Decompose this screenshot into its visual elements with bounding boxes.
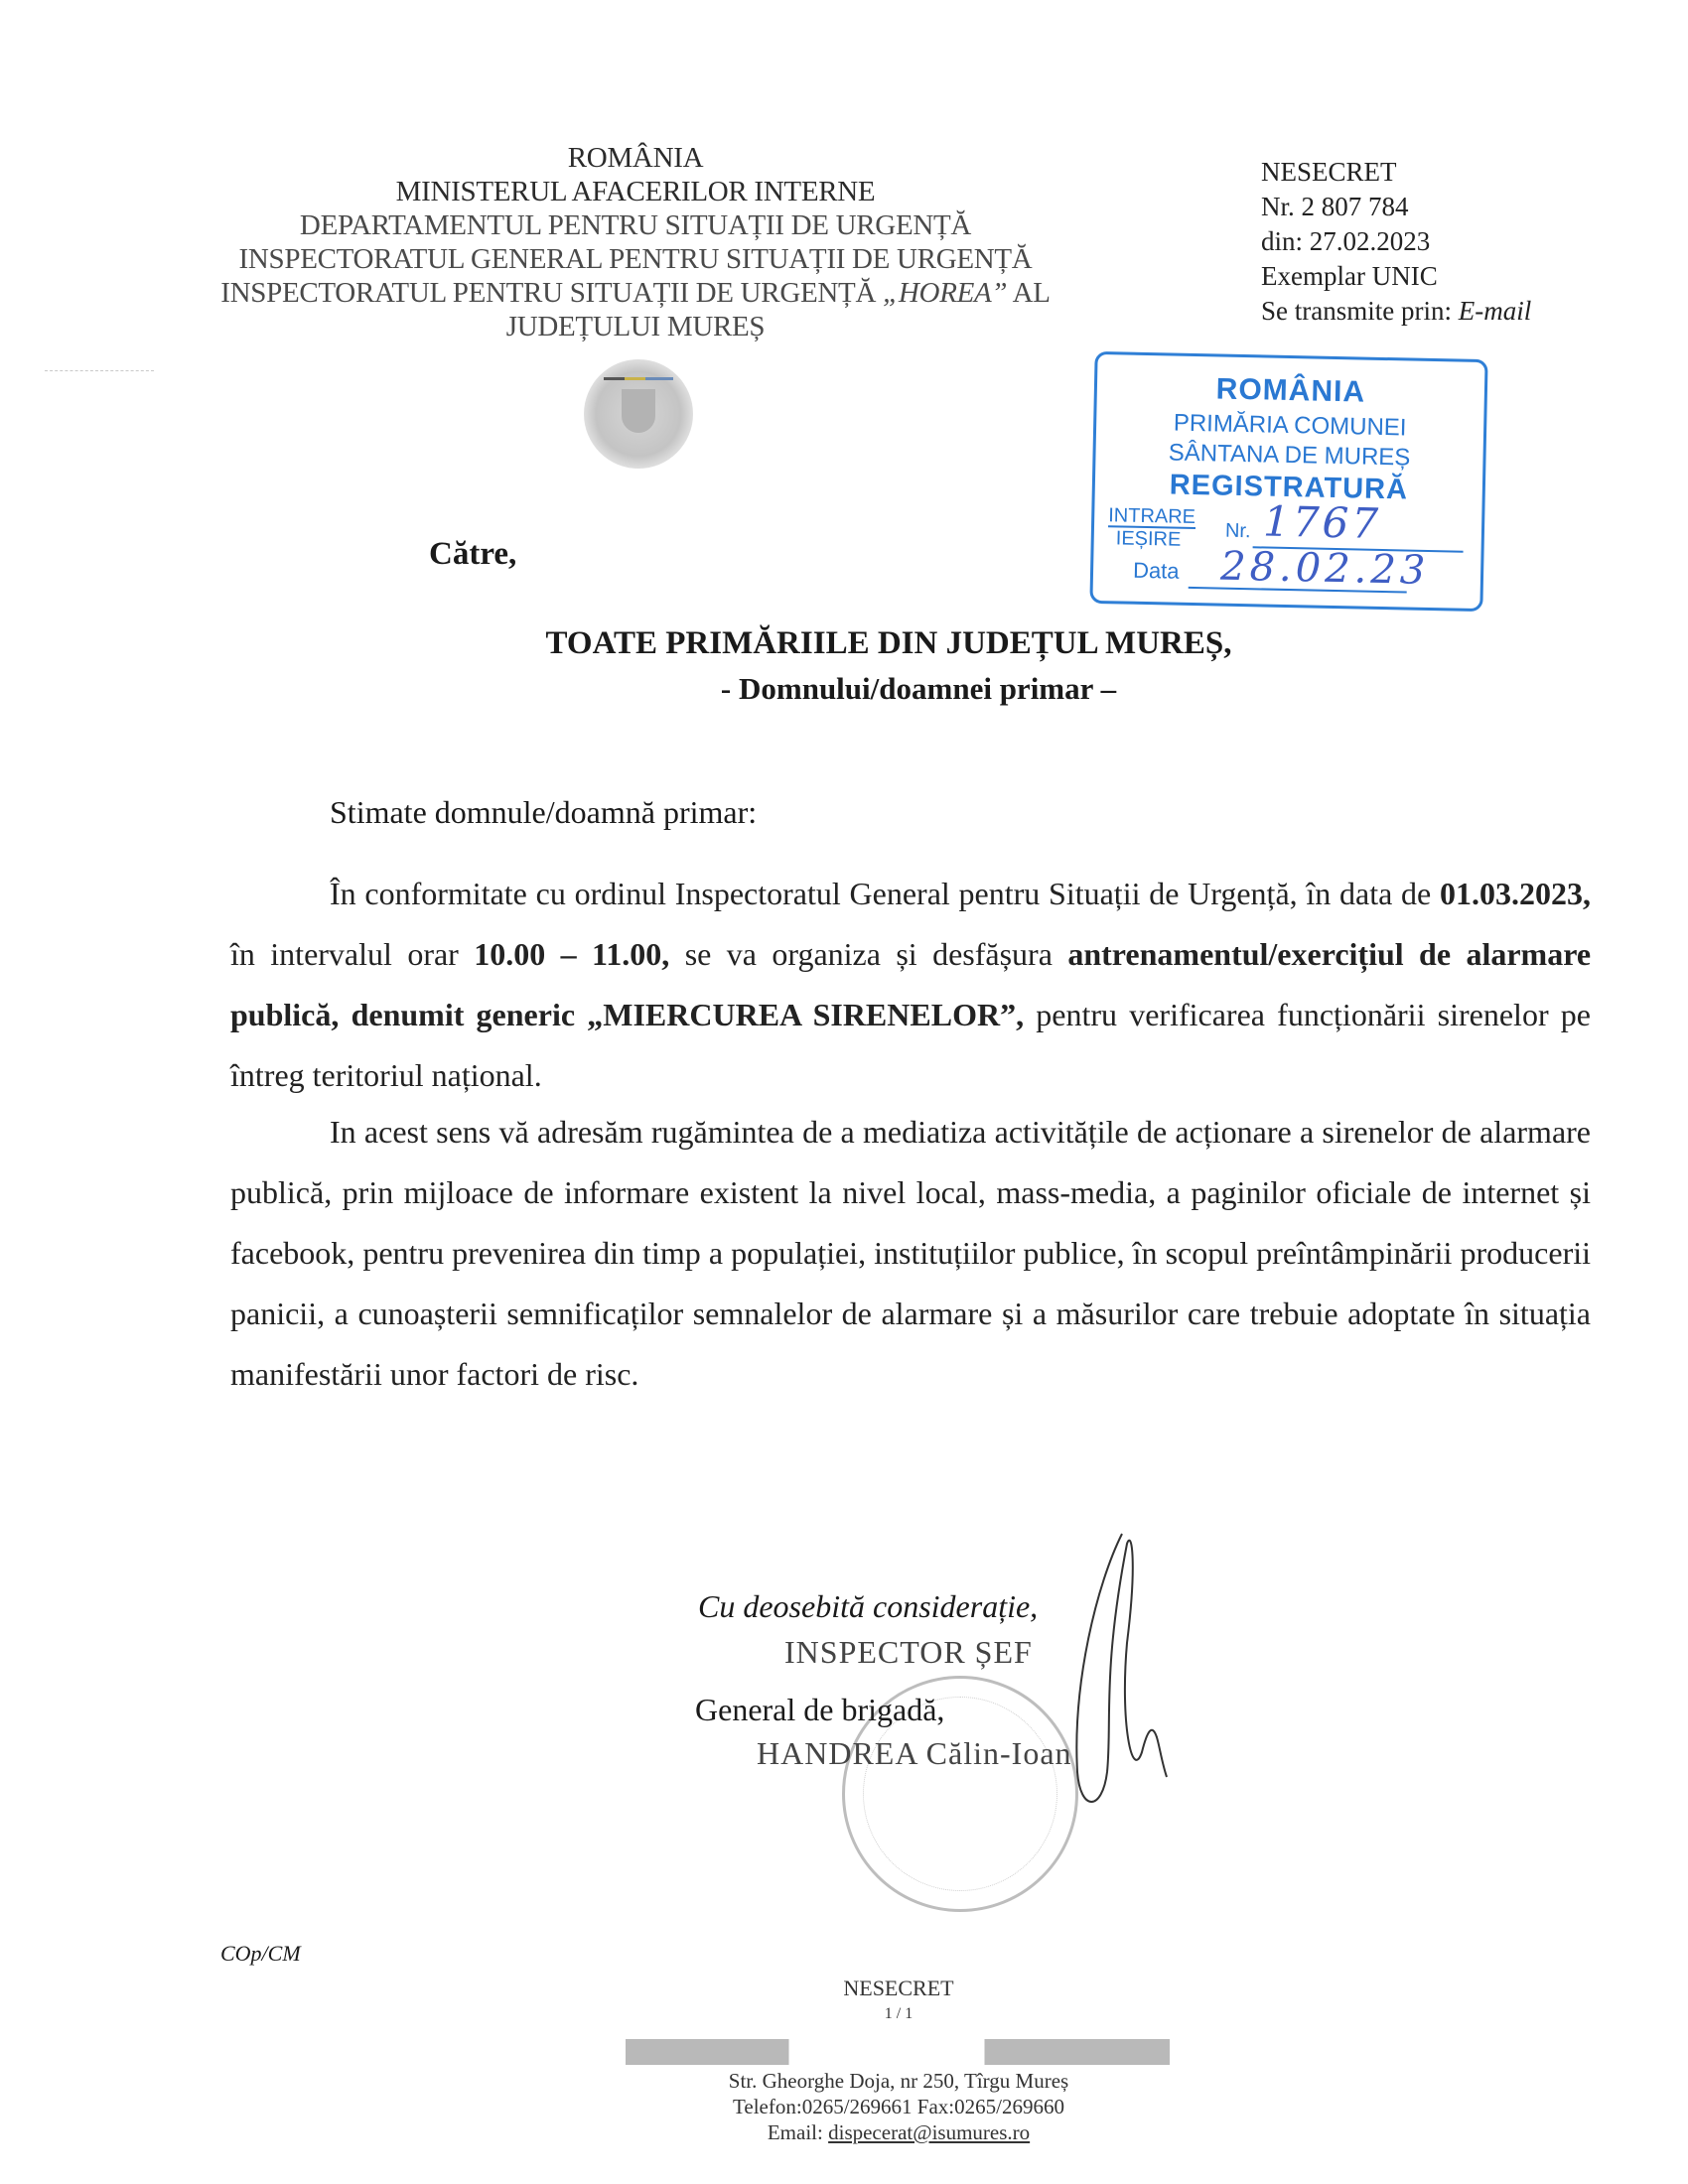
exercise-interval: 10.00 – 11.00,	[474, 936, 670, 972]
stamp-country: ROMÂNIA	[1215, 372, 1366, 409]
header-al: AL	[1012, 277, 1051, 309]
stamp-intrare: INTRARE	[1108, 504, 1196, 529]
footer-email-link[interactable]: dispecerat@isumures.ro	[828, 2120, 1031, 2144]
copy-type: Exemplar UNIC	[1261, 261, 1438, 291]
stamp-nr-label: Nr.	[1224, 519, 1251, 543]
footer-bar	[626, 2039, 1170, 2065]
paragraph-2	[230, 1102, 1591, 1405]
p1-text-1: În conformitate cu ordinul Inspectoratul General pentru Situații de Urgență, în data de	[330, 876, 1440, 911]
document-info	[1261, 155, 1531, 329]
to-label: Către,	[429, 536, 517, 572]
document-date: din: 27.02.2023	[1261, 226, 1431, 256]
recipient: TOATE PRIMĂRIILE DIN JUDEȚUL MUREȘ,	[545, 625, 1232, 661]
stamp-iesire: IEȘIRE	[1115, 527, 1182, 551]
closing: Cu deosebită considerație,	[698, 1588, 1039, 1624]
stamp-registry: REGISTRATURĂ	[1169, 469, 1409, 506]
document-number: Nr. 2 807 784	[1261, 192, 1409, 221]
header-county-inspectorate	[189, 276, 1082, 310]
stamp-data-label: Data	[1132, 557, 1180, 584]
exercise-date: 01.03.2023,	[1440, 876, 1591, 911]
coat-of-arms-icon	[584, 359, 693, 469]
footer-email-label: Email:	[767, 2120, 823, 2144]
header-department: DEPARTAMENTUL PENTRU SITUAȚII DE URGENȚĂ	[299, 209, 972, 241]
footer-classification: NESECRET	[843, 1976, 954, 2000]
scan-artifact-line	[45, 370, 154, 372]
header-horea: „HOREA”	[883, 277, 1008, 309]
transmit-method: E-mail	[1458, 296, 1532, 326]
stamp-commune: SÂNTANA DE MUREȘ	[1168, 439, 1411, 472]
stamp-nr-value: 1767	[1262, 496, 1382, 548]
header-county: JUDEȚULUI MUREȘ	[505, 311, 766, 342]
header-country: ROMÂNIA	[567, 142, 704, 174]
footer-email-line	[0, 2120, 1688, 2145]
footer-address: Str. Gheorghe Doja, nr 250, Tîrgu Mureș	[728, 2069, 1069, 2093]
classification: NESECRET	[1261, 157, 1397, 187]
paragraph-1	[230, 864, 1591, 1106]
recipient-attention: - Domnului/doamnei primar –	[720, 671, 1117, 706]
exercise-name: antrenamentul/exercițiul de alarmare publică, denumit generic „MIERCUREA SIRENELOR”,	[230, 936, 1592, 1032]
signatory-name: HANDREA Călin-Ioan	[757, 1735, 1072, 1771]
signature-stroke	[1076, 1534, 1167, 1802]
p1-text-4: pentru verificarea funcționării sirenelor pe întreg teritoriul național.	[230, 997, 1592, 1093]
shield-icon	[622, 389, 655, 433]
p2-text: In acest sens vă adresăm rugămintea de a mediatiza activitățile de acționare a sirenelor de alarmare publică, prin mijloace de informare existent la nivel local, mass-media, a paginilor oficiale de internet și facebook, pentru prevenirea din timp a populației, instituțiilor publice, în scopul preîntâmpinării producerii panicii, a cunoașterii semnificaților semnalelor de alarmare și a măsurilor care trebuie adoptate în situația manifestării unor factori de risc.	[230, 1114, 1591, 1392]
handwritten-signature	[1003, 1524, 1172, 1822]
header-general-inspectorate: INSPECTORATUL GENERAL PENTRU SITUAȚII DE URGENȚĂ	[238, 243, 1033, 275]
greeting: Stimate domnule/doamnă primar:	[330, 794, 758, 830]
p1-text-2: în intervalul orar	[230, 936, 475, 972]
registry-stamp	[1089, 351, 1487, 612]
page-number: 1 / 1	[884, 2005, 914, 2022]
institution-header	[189, 141, 1082, 343]
p1-text-3: se va organiza și desfășura	[669, 936, 1068, 972]
tricolor-bar	[604, 377, 673, 380]
footer-phone: Telefon:0265/269661 Fax:0265/269660	[733, 2095, 1064, 2118]
header-county-inspectorate-text: INSPECTORATUL PENTRU SITUAȚII DE URGENȚĂ	[220, 277, 877, 309]
author-initials: COp/CM	[220, 1941, 301, 1966]
transmit-label: Se transmite prin:	[1261, 296, 1452, 326]
stamp-data-value: 28.02.23	[1219, 543, 1430, 594]
stamp-town-hall: PRIMĂRIA COMUNEI	[1173, 409, 1407, 442]
transmission	[1261, 294, 1531, 329]
signatory-rank: General de brigadă,	[695, 1692, 945, 1727]
header-ministry: MINISTERUL AFACERILOR INTERNE	[395, 176, 876, 207]
signatory-title: INSPECTOR ȘEF	[784, 1634, 1033, 1670]
